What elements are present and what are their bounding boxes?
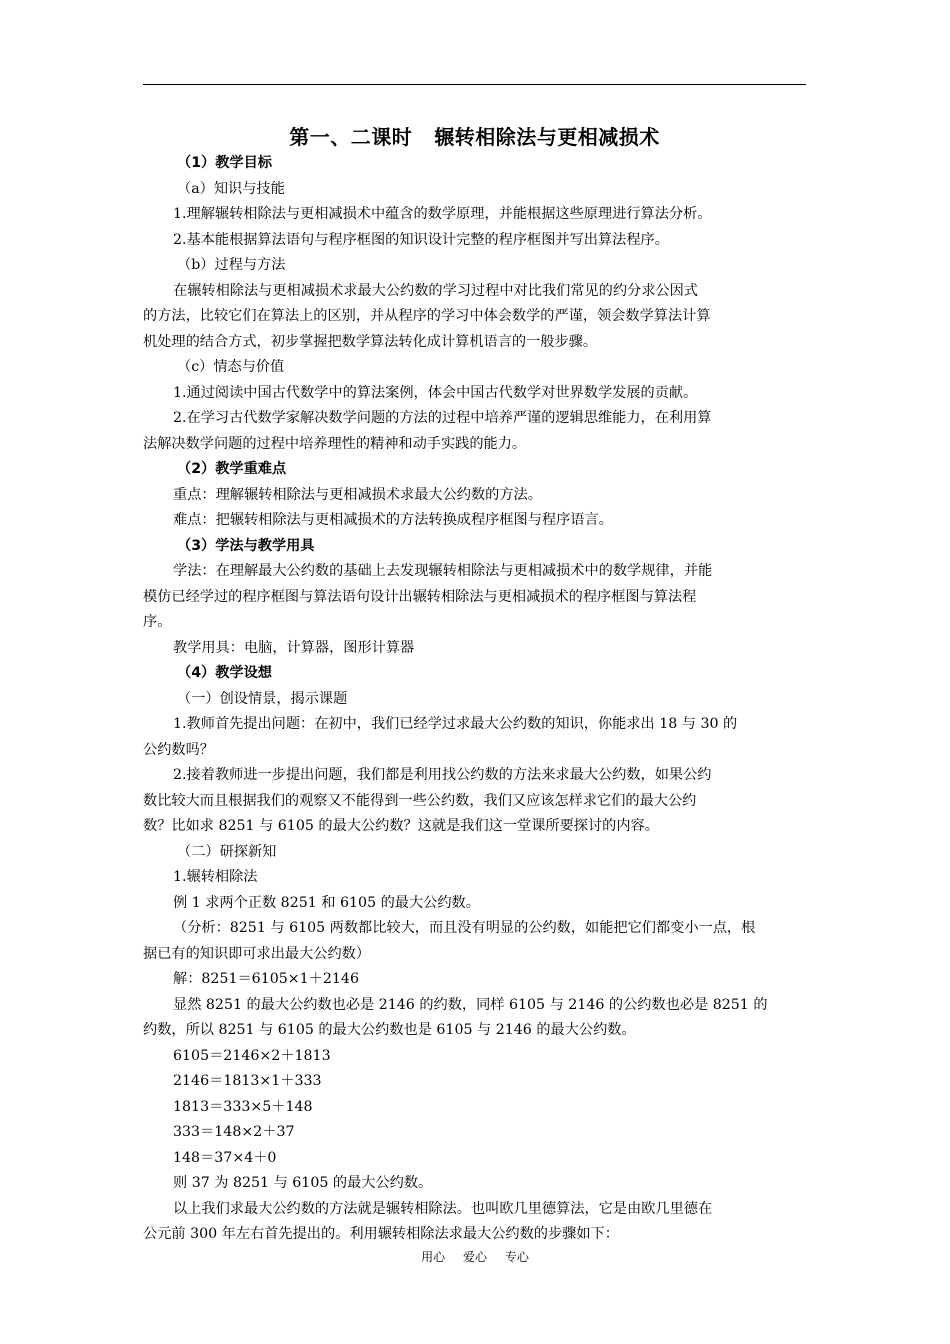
- subsection-heading: （一）创设情景，揭示课题: [177, 690, 348, 707]
- subsection-heading: （a）知识与技能: [177, 180, 285, 197]
- subsection-heading: （二）研探新知: [177, 843, 277, 860]
- text-line: 数？比如求 8251 与 6105 的最大公约数？这就是我们这一堂课所要探讨的内容。: [143, 818, 659, 834]
- text-line: 1.辗转相除法: [173, 869, 258, 885]
- text-line: 1.通过阅读中国古代数学中的算法案例，体会中国古代数学对世界数学发展的贡献。: [173, 384, 698, 401]
- document-title: [143, 123, 806, 151]
- footer-word-3: 专心: [504, 1250, 529, 1264]
- text-line: 学法：在理解最大公约数的基础上去发现辗转相除法与更相减损术中的数学规律，并能: [173, 563, 713, 579]
- text-line: 数比较大而且根据我们的观察又不能得到一些公约数，我们又应该怎样求它们的最大公约: [143, 792, 697, 809]
- text-line: 公约数吗？: [143, 741, 214, 758]
- text-line: 148＝37×4＋0: [173, 1149, 277, 1166]
- text-line: 显然 8251 的最大公约数也必是 2146 的约数，同样 6105 与 2146 的公约数也必是 8251 的: [173, 996, 768, 1013]
- page-footer: [0, 1248, 950, 1266]
- text-line: 约数，所以 8251 与 6105 的最大公约数也是 6105 与 2146 的最大公约数。: [143, 1022, 636, 1038]
- text-line: 的方法，比较它们在算法上的区别，并从程序的学习中体会数学的严谨，领会数学算法计算: [143, 308, 711, 324]
- section-heading: （4）教学设想: [177, 665, 272, 681]
- subsection-heading: （b）过程与方法: [177, 257, 286, 273]
- text-line: 2.接着教师进一步提出问题，我们都是利用找公约数的方法来求最大公约数，如果公约: [173, 767, 712, 783]
- text-line: 据已有的知识即可求出最大公约数）: [143, 945, 371, 962]
- subsection-heading: （c）情态与价值: [177, 359, 285, 375]
- document-body: [143, 151, 806, 1248]
- text-line: （分析：8251 与 6105 两数都比较大，而且没有明显的公约数，如能把它们都变小一点，根: [173, 920, 756, 936]
- text-line: 1.教师首先提出问题：在初中，我们已经学过求最大公约数的知识，你能求出 18 与 30 的: [173, 716, 738, 732]
- text-line: 公元前 300 年左右首先提出的。利用辗转相除法求最大公约数的步骤如下：: [143, 1226, 619, 1242]
- text-line: 模仿已经学过的程序框图与算法语句设计出辗转相除法与更相减损术的程序框图与算法程: [143, 588, 697, 605]
- text-line: 2146＝1813×1＋333: [173, 1073, 322, 1089]
- text-line: 以上我们求最大公约数的方法就是辗转相除法。也叫欧几里德算法，它是由欧几里德在: [173, 1200, 713, 1217]
- text-line: 6105＝2146×2＋1813: [173, 1047, 331, 1064]
- text-line: 2.在学习古代数学家解决数学问题的方法的过程中培养严谨的逻辑思维能力，在利用算: [173, 410, 712, 426]
- text-line: 在辗转相除法与更相减损术求最大公约数的学习过程中对比我们常见的约分求公因式: [173, 282, 698, 299]
- title-topic: 辗转相除法与更相减损术: [434, 125, 660, 149]
- text-line: 法解决数学问题的过程中培养理性的精神和动手实践的能力。: [143, 435, 527, 452]
- text-line: 教学用具：电脑，计算器，图形计算器: [173, 639, 415, 656]
- text-line: 机处理的结合方式，初步掌握把数学算法转化成计算机语言的一般步骤。: [143, 333, 598, 350]
- section-heading: （2）教学重难点: [177, 461, 287, 477]
- text-line: 例 1 求两个正数 8251 和 6105 的最大公约数。: [173, 894, 480, 911]
- header-rule: [143, 84, 806, 85]
- footer-word-2: 爱心: [462, 1250, 487, 1264]
- text-line: 333＝148×2＋37: [173, 1124, 295, 1140]
- text-line: 1813＝333×5＋148: [173, 1098, 313, 1115]
- text-line: 难点：把辗转相除法与更相减损术的方法转换成程序框图与程序语言。: [173, 512, 613, 528]
- section-heading: （1）教学目标: [177, 155, 272, 171]
- text-line: 2.基本能根据算法语句与程序框图的知识设计完整的程序框图并写出算法程序。: [173, 231, 669, 248]
- text-line: 1.理解辗转相除法与更相减损术中蕴含的数学原理，并能根据这些原理进行算法分析。: [173, 206, 712, 222]
- footer-word-1: 用心: [421, 1250, 446, 1264]
- text-line: 则 37 为 8251 与 6105 的最大公约数。: [173, 1175, 433, 1191]
- text-line: 重点：理解辗转相除法与更相减损术求最大公约数的方法。: [173, 486, 542, 503]
- text-line: 解：8251＝6105×1＋2146: [173, 971, 359, 987]
- section-heading: （3）学法与教学用具: [177, 537, 315, 554]
- text-line: 序。: [143, 614, 172, 630]
- title-lesson: 第一、二课时: [289, 125, 413, 149]
